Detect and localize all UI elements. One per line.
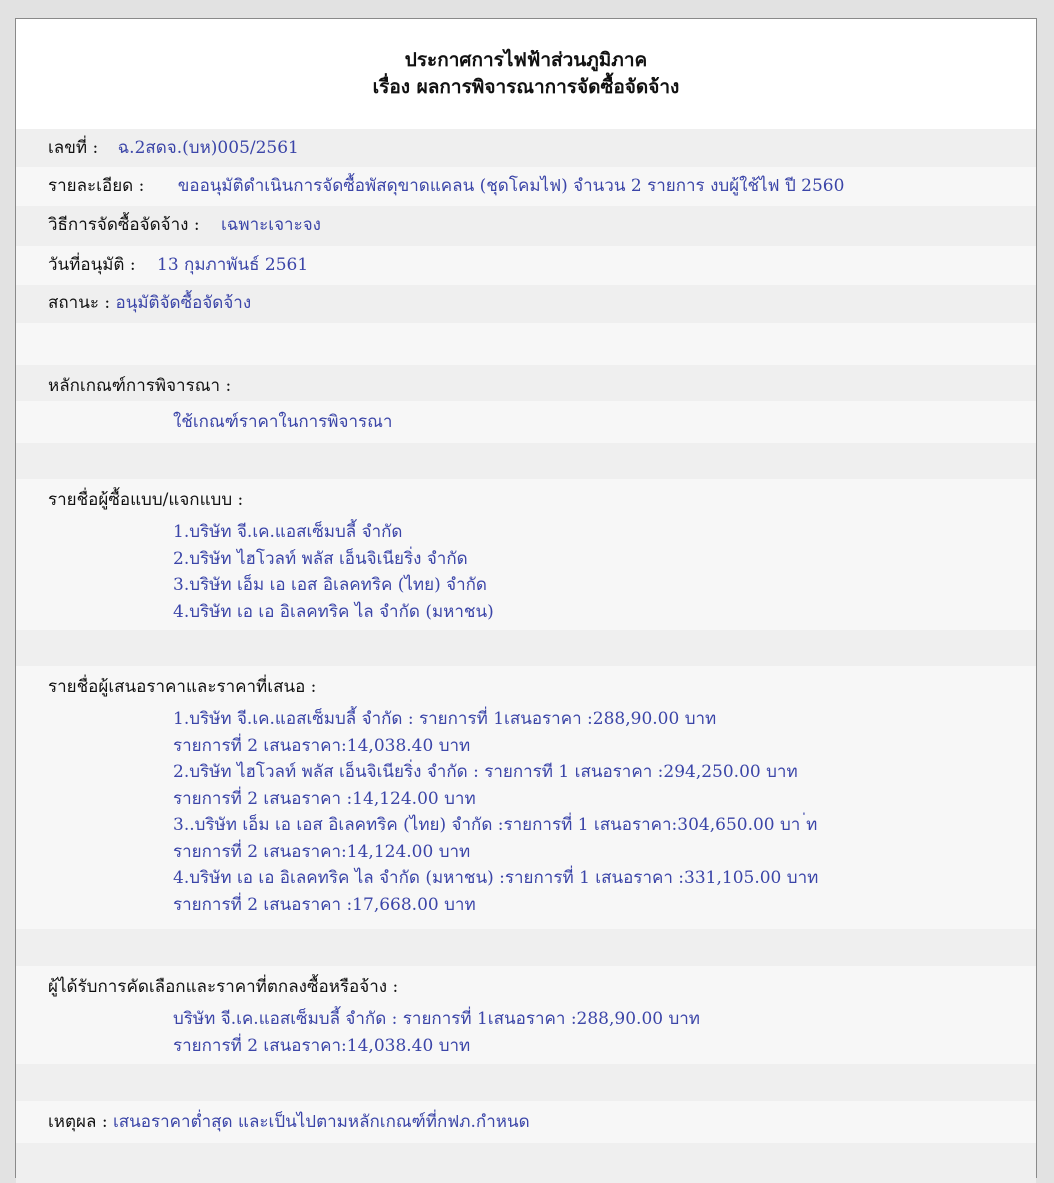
spacer <box>16 929 1036 966</box>
detail-row <box>16 167 1036 206</box>
list-item: 4.บริษัท เอ เอ อิเลคทริค ไล จำกัด (มหาชน) <box>173 601 494 622</box>
detail-value: ขออนุมัติดำเนินการจัดซื้อพัสดุขาดแคลน (ชุดโคมไฟ) จำนวน 2 รายการ งบผู้ใช้ไฟ ปี 2560 <box>177 176 845 196</box>
winner-label: ผู้ได้รับการคัดเลือกและราคาที่ตกลงซื้อหรือจ้าง : <box>48 977 399 997</box>
list-item: 3.บริษัท เอ็ม เอ เอส อิเลคทริค (ไทย) จำกัด <box>173 575 487 595</box>
list-item: 1.บริษัท จี.เค.แอสเซ็มบลี้ จำกัด <box>173 522 403 542</box>
method-row <box>16 206 1036 246</box>
page-subtitle: เรื่อง ผลการพิจารณาการจัดซื้อจัดจ้าง <box>372 76 680 98</box>
status-value: อนุมัติจัดซื้อจัดจ้าง <box>115 293 252 313</box>
buyers-list <box>16 515 1036 630</box>
status-row <box>16 285 1036 323</box>
bid-line: 1.บริษัท จี.เค.แอสเซ็มบลี้ จำกัด : รายการที่ 1เสนอราคา :288,90.00 บาท <box>173 709 717 729</box>
number-row <box>16 129 1036 167</box>
criteria-label-row <box>16 365 1036 401</box>
bid-line: รายการที่ 2 เสนอราคา :14,124.00 บาท <box>173 788 476 809</box>
reason-label: เหตุผล : <box>48 1112 108 1132</box>
approve-date-row <box>16 246 1036 285</box>
buyers-label-row <box>16 479 1036 515</box>
reason-value: เสนอราคาต่ำสุด และเป็นไปตามหลักเกณฑ์ที่กฟภ.กำหนด <box>112 1112 530 1132</box>
criteria-label: หลักเกณฑ์การพิจารณา : <box>48 376 232 396</box>
spacer <box>16 443 1036 479</box>
bid-line: รายการที่ 2 เสนอราคา :17,668.00 บาท <box>173 894 476 915</box>
winner-label-row <box>16 966 1036 1002</box>
method-value: เฉพาะเจาะจง <box>221 215 321 235</box>
bid-line: 4.บริษัท เอ เอ อิเลคทริค ไล จำกัด (มหาชน) :รายการที่ 1 เสนอราคา :331,105.00 บาท <box>173 868 819 888</box>
spacer <box>16 1064 1036 1101</box>
approve-date-label: วันที่อนุมัติ : <box>48 255 136 275</box>
bid-line: 3..บริษัท เอ็ม เอ เอส อิเลคทริค (ไทย) จำกัด :รายการที่ 1 เสนอราคา:304,650.00 บา ่ท <box>173 815 818 835</box>
bidders-label: รายชื่อผู้เสนอราคาและราคาที่เสนอ : <box>48 677 317 697</box>
announcement-panel <box>15 18 1037 1178</box>
bid-line: รายการที่ 2 เสนอราคา:14,124.00 บาท <box>173 841 471 862</box>
bid-line: 2.บริษัท ไฮโวลท์ พลัส เอ็นจิเนียริ่ง จำกัด : รายการที 1 เสนอราคา :294,250.00 บาท <box>173 762 798 782</box>
bidders-list <box>16 702 1036 929</box>
approve-date-value: 13 กุมภาพันธ์ 2561 <box>157 255 309 275</box>
page-title: ประกาศการไฟฟ้าส่วนภูมิภาค <box>404 49 648 71</box>
status-label: สถานะ : <box>48 293 111 313</box>
spacer <box>16 323 1036 365</box>
bidders-label-row <box>16 666 1036 702</box>
number-value: ฉ.2สดจ.(บห)005/2561 <box>117 138 299 158</box>
spacer <box>16 630 1036 666</box>
announcement-header <box>16 19 1036 129</box>
spacer <box>16 1143 1036 1183</box>
criteria-value: ใช้เกณฑ์ราคาในการพิจารณา <box>173 412 393 432</box>
bid-line: รายการที่ 2 เสนอราคา:14,038.40 บาท <box>173 735 471 756</box>
method-label: วิธีการจัดซื้อจัดจ้าง : <box>48 215 200 235</box>
winner-line: บริษัท จี.เค.แอสเซ็มบลี้ จำกัด : รายการที่ 1เสนอราคา :288,90.00 บาท <box>173 1009 701 1029</box>
number-label: เลขที่ : <box>48 138 99 158</box>
list-item: 2.บริษัท ไฮโวลท์ พลัส เอ็นจิเนียริ่ง จำกัด <box>173 548 468 569</box>
detail-label: รายละเอียด : <box>48 176 145 196</box>
winner-line: รายการที่ 2 เสนอราคา:14,038.40 บาท <box>173 1035 471 1056</box>
criteria-value-row <box>16 401 1036 443</box>
winner-list <box>16 1002 1036 1064</box>
buyers-label: รายชื่อผู้ซื้อแบบ/แจกแบบ : <box>48 490 244 510</box>
reason-row <box>16 1101 1036 1143</box>
